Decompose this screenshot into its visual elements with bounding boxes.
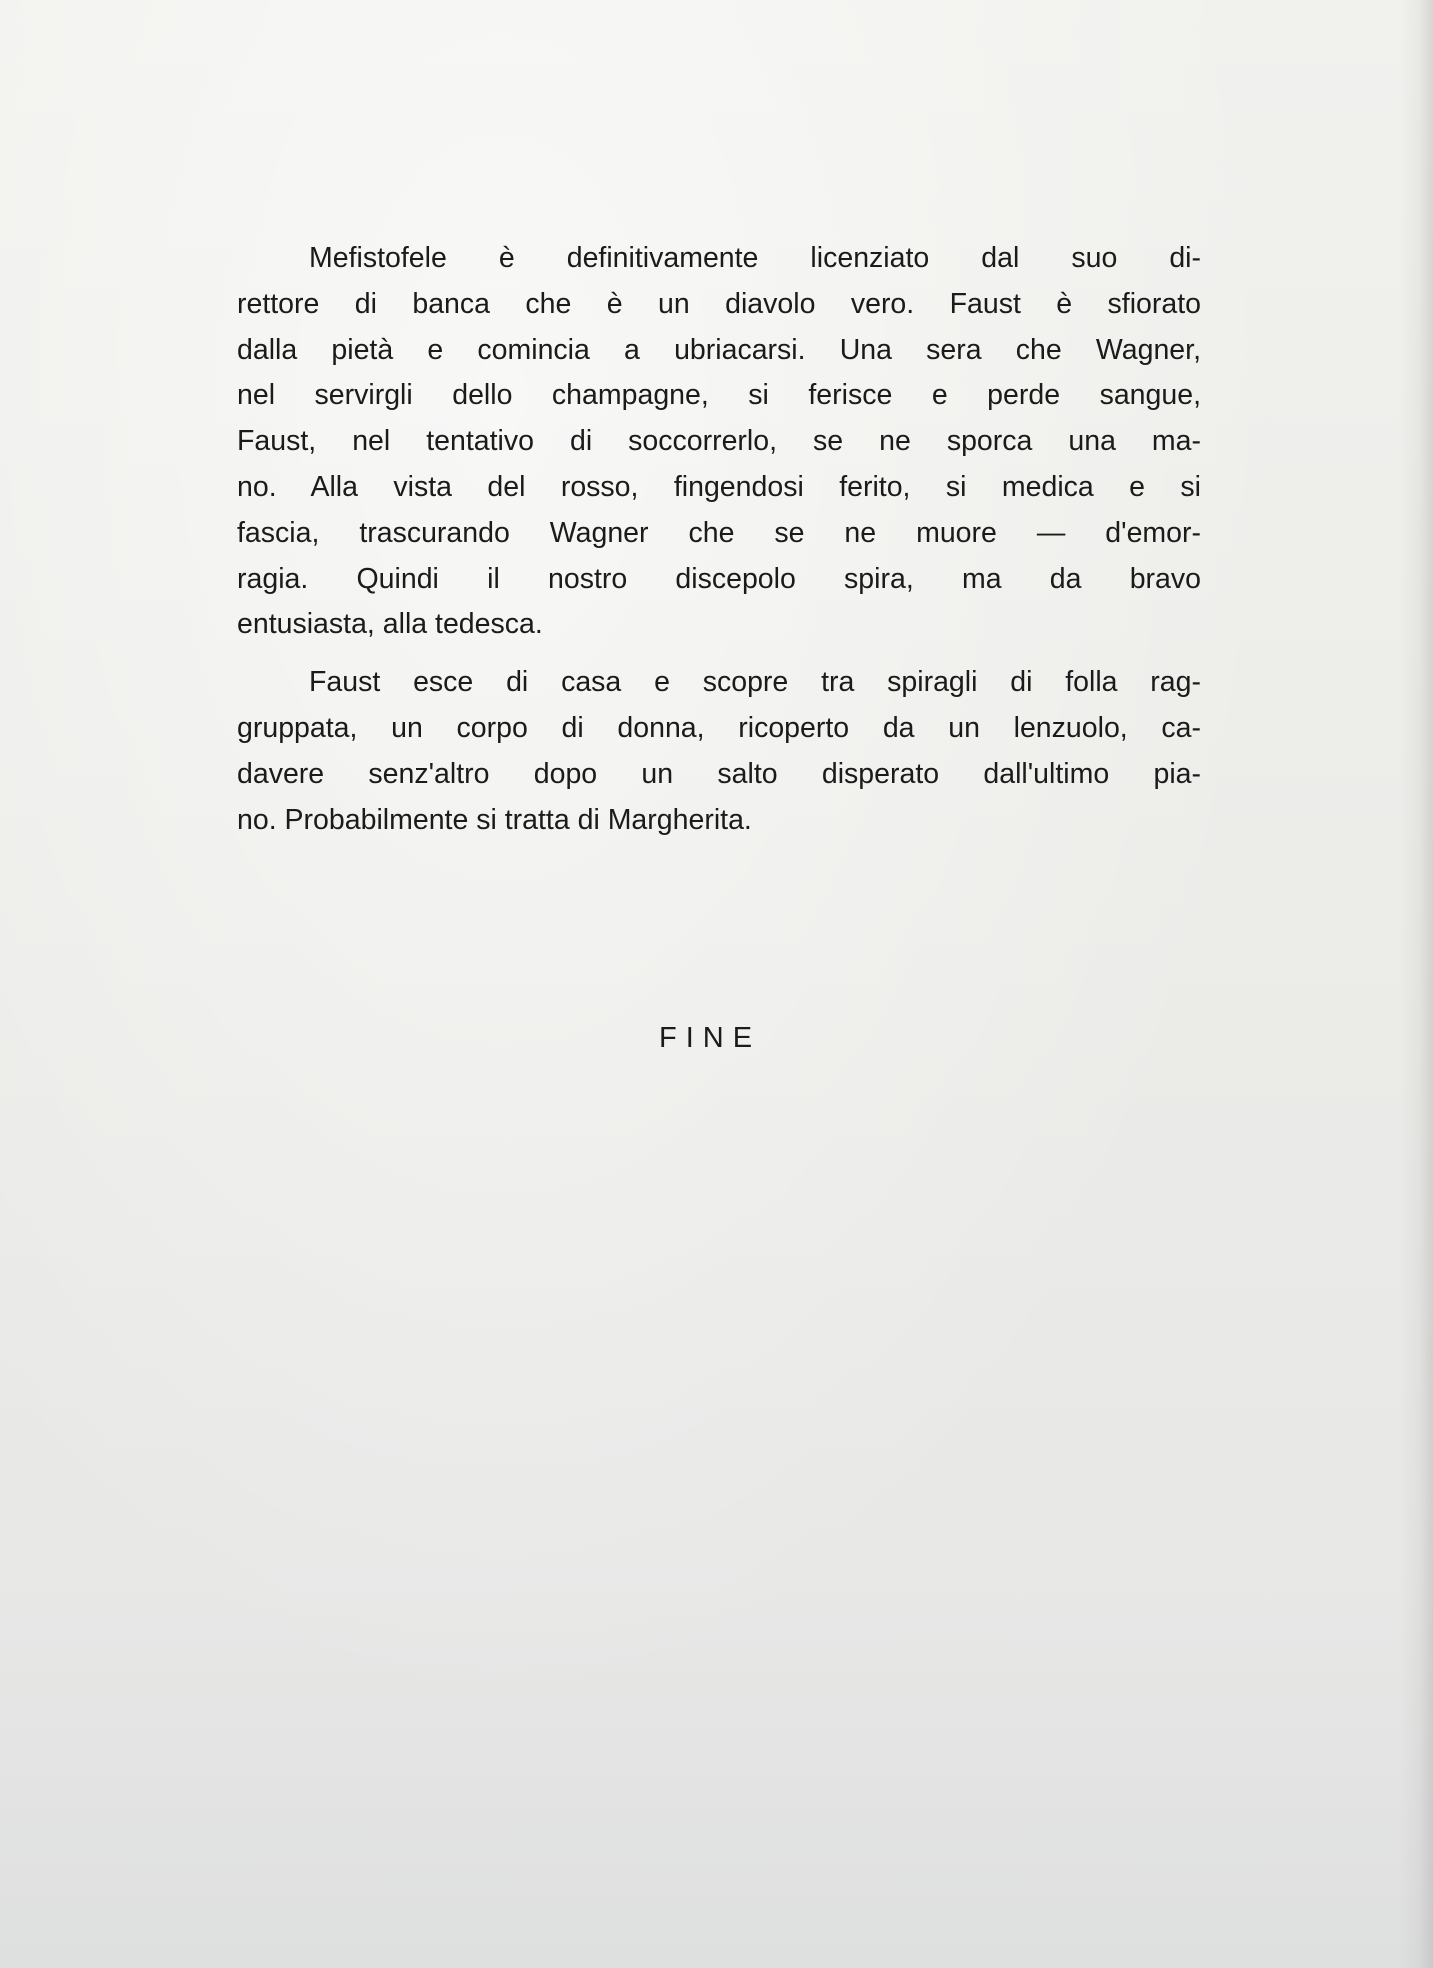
text-line: fascia, trascurando Wagner che se ne muore — d'emor-: [237, 516, 1201, 549]
body-text: [237, 236, 1201, 843]
text-line: Faust esce di casa e scopre tra spiragli di folla rag-: [309, 666, 1201, 699]
paragraph-gap: [237, 648, 1201, 660]
text-line: ragia. Quindi il nostro discepolo spira, ma da bravo: [237, 562, 1201, 595]
text-line: davere senz'altro dopo un salto disperato dall'ultimo pia-: [237, 757, 1201, 790]
text-line: entusiasta, alla tedesca.: [237, 608, 543, 641]
text-line: Mefistofele è definitivamente licenziato dal suo di-: [309, 242, 1201, 274]
text-line: rettore di banca che è un diavolo vero. Faust è sfiorato: [237, 287, 1201, 320]
paragraph-2: [237, 660, 1201, 843]
text-line: no. Probabilmente si tratta di Margherita.: [237, 803, 752, 836]
text-line: dalla pietà e comincia a ubriacarsi. Una sera che Wagner,: [237, 333, 1201, 366]
text-line: Faust, nel tentativo di soccorrerlo, se ne sporca una ma-: [237, 425, 1201, 458]
end-marker: FINE: [659, 1022, 762, 1054]
text-line: no. Alla vista del rosso, fingendosi ferito, si medica e si: [237, 470, 1201, 503]
text-line: gruppata, un corpo di donna, ricoperto da un lenzuolo, ca-: [237, 711, 1201, 744]
paragraph-1: [237, 236, 1201, 648]
page-bottom-shade: [0, 1588, 1433, 1968]
text-line: nel servirgli dello champagne, si ferisce e perde sangue,: [237, 379, 1201, 412]
